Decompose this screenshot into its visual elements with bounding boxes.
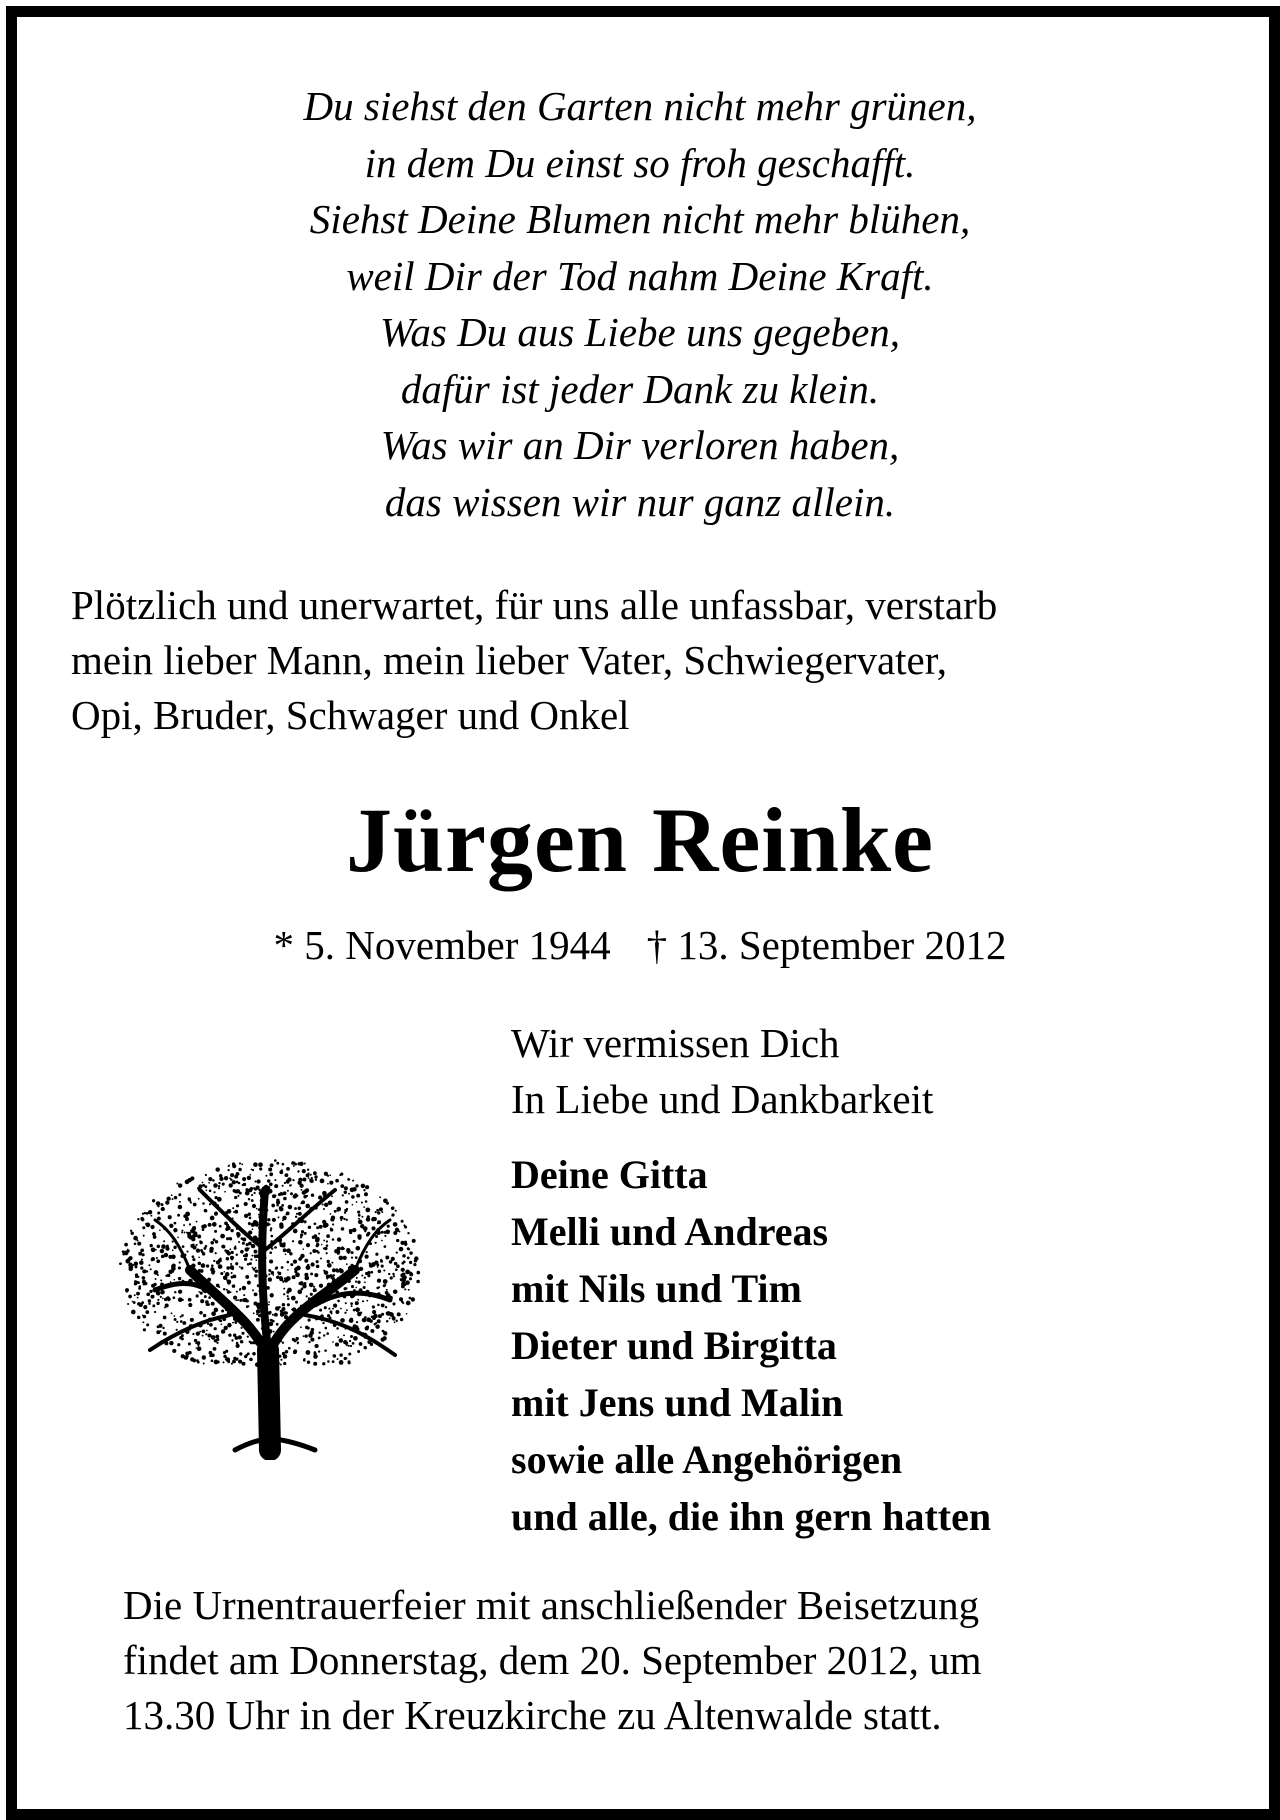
family-list [511,1146,991,1545]
deceased-name: Jürgen Reinke [346,789,934,891]
family-line: Dieter und Birgitta [511,1323,837,1368]
service-line: findet am Donnerstag, dem 20. September 2012, um [123,1637,982,1683]
intro-line: mein lieber Mann, mein lieber Vater, Schwiegervater, [71,637,947,683]
miss-text [511,1015,933,1127]
family-line: sowie alle Angehörigen [511,1437,903,1482]
poem-line: weil Dir der Tod nahm Deine Kraft. [346,252,934,299]
service-line: Die Urnentrauerfeier mit anschließender Beisetzung [123,1582,980,1628]
service-info [123,1578,1223,1743]
birth-date: * 5. November 1944 [273,922,611,968]
poem-line: in dem Du einst so froh geschafft. [364,139,916,186]
family-line: mit Nils und Tim [511,1266,802,1311]
miss-line: In Liebe und Dankbarkeit [511,1076,934,1122]
service-line: 13.30 Uhr in der Kreuzkirche zu Altenwalde statt. [123,1692,942,1738]
family-line: mit Jens und Malin [511,1380,844,1425]
intro-line: Plötzlich und unerwartet, für uns alle unfassbar, verstarb [71,582,998,628]
intro-line: Opi, Bruder, Schwager und Onkel [71,692,630,738]
intro-text [71,578,1201,743]
family-line: Deine Gitta [511,1152,708,1197]
poem-line: dafür ist jeder Dank zu klein. [400,365,880,412]
life-dates [0,920,1280,970]
poem-line: Du siehst den Garten nicht mehr grünen, [303,83,977,129]
tree-icon [110,1150,430,1460]
poem-line: Was wir an Dir verloren haben, [380,422,900,468]
miss-line: Wir vermissen Dich [511,1020,840,1066]
poem-line: das wissen wir nur ganz allein. [384,478,896,525]
family-line: und alle, die ihn gern hatten [511,1494,992,1539]
family-line: Melli und Andreas [511,1209,829,1254]
death-date: † 13. September 2012 [646,922,1007,968]
poem [0,78,1280,530]
poem-line: Siehst Deine Blumen nicht mehr blühen, [309,196,971,242]
poem-line: Was Du aus Liebe uns gegeben, [379,309,901,355]
